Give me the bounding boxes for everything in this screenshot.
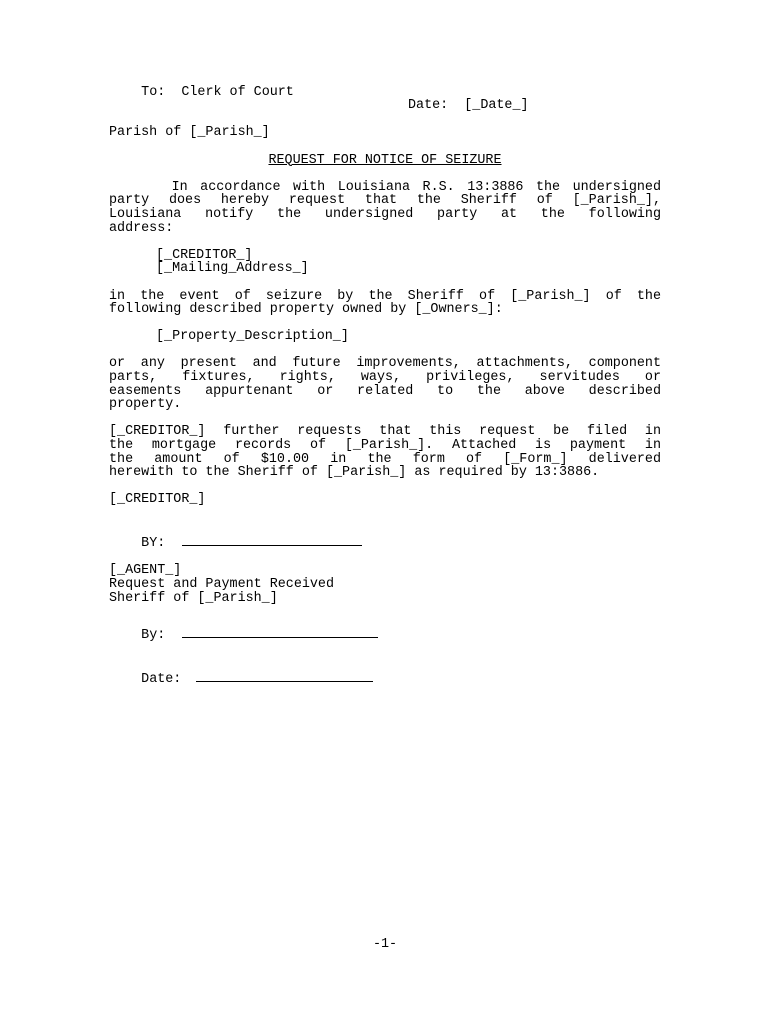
paragraph-filing bbox=[109, 425, 661, 479]
text-line: following described property owned by [_Owners_]: bbox=[109, 302, 503, 318]
paragraph-seizure bbox=[109, 290, 661, 317]
text-line: In accordance with Louisiana R.S. 13:3886 the undersigned bbox=[109, 179, 661, 195]
address-mailing: [_Mailing_Address_] bbox=[156, 261, 309, 277]
text-line: party does hereby request that the Sheriff of [_Parish_], bbox=[109, 193, 661, 209]
signature-agent: [_AGENT_] bbox=[109, 563, 182, 579]
text-line: the mortgage records of [_Parish_]. Attached is payment in bbox=[109, 438, 661, 454]
address-creditor: [_CREDITOR_] bbox=[156, 247, 253, 263]
text-line: in the event of seizure by the Sheriff of [_Parish_] of the bbox=[109, 288, 661, 304]
creditor-signature-line bbox=[182, 534, 362, 546]
signature-by-row bbox=[109, 521, 661, 565]
date-label: Date: bbox=[141, 671, 182, 687]
text-line: [_CREDITOR_] further requests that this request be filed in bbox=[109, 424, 661, 440]
header-parish: Parish of [_Parish_] bbox=[109, 125, 270, 141]
header-line-1 bbox=[109, 72, 661, 126]
sheriff-date-row bbox=[109, 656, 661, 700]
text-line: address: bbox=[109, 220, 174, 236]
by-label-2: By: bbox=[141, 627, 166, 643]
property-description: [_Property_Description_] bbox=[156, 329, 349, 345]
text-line: herewith to the Sheriff of [_Parish_] as required by 13:3886. bbox=[109, 465, 600, 481]
text-line: or any present and future improvements, attachments, component bbox=[109, 356, 661, 372]
document-title: REQUEST FOR NOTICE OF SEIZURE bbox=[268, 152, 502, 168]
header-date: Date: [_Date_] bbox=[408, 98, 529, 114]
sheriff-text: Sheriff of [_Parish_] bbox=[109, 590, 278, 606]
paragraph-improvements bbox=[109, 357, 661, 411]
received-text: Request and Payment Received bbox=[109, 576, 334, 592]
text-line: property. bbox=[109, 397, 182, 413]
to-clerk: To: Clerk of Court bbox=[141, 84, 294, 100]
text-line: easements appurtenant or related to the above described bbox=[109, 383, 661, 399]
page-number: -1- bbox=[372, 937, 398, 952]
paragraph-request bbox=[109, 181, 661, 235]
sheriff-by-row bbox=[109, 612, 661, 656]
signature-creditor: [_CREDITOR_] bbox=[109, 492, 206, 508]
document-page bbox=[109, 72, 661, 700]
text-line: the amount of $10.00 in the form of [_Form_] delivered bbox=[109, 451, 661, 467]
by-label: BY: bbox=[141, 536, 166, 552]
date-signature-line bbox=[196, 670, 373, 682]
text-line: Louisiana notify the undersigned party at the following bbox=[109, 206, 661, 222]
sheriff-signature-line bbox=[182, 626, 378, 638]
text-line: parts, fixtures, rights, ways, privileges, servitudes or bbox=[109, 370, 661, 386]
